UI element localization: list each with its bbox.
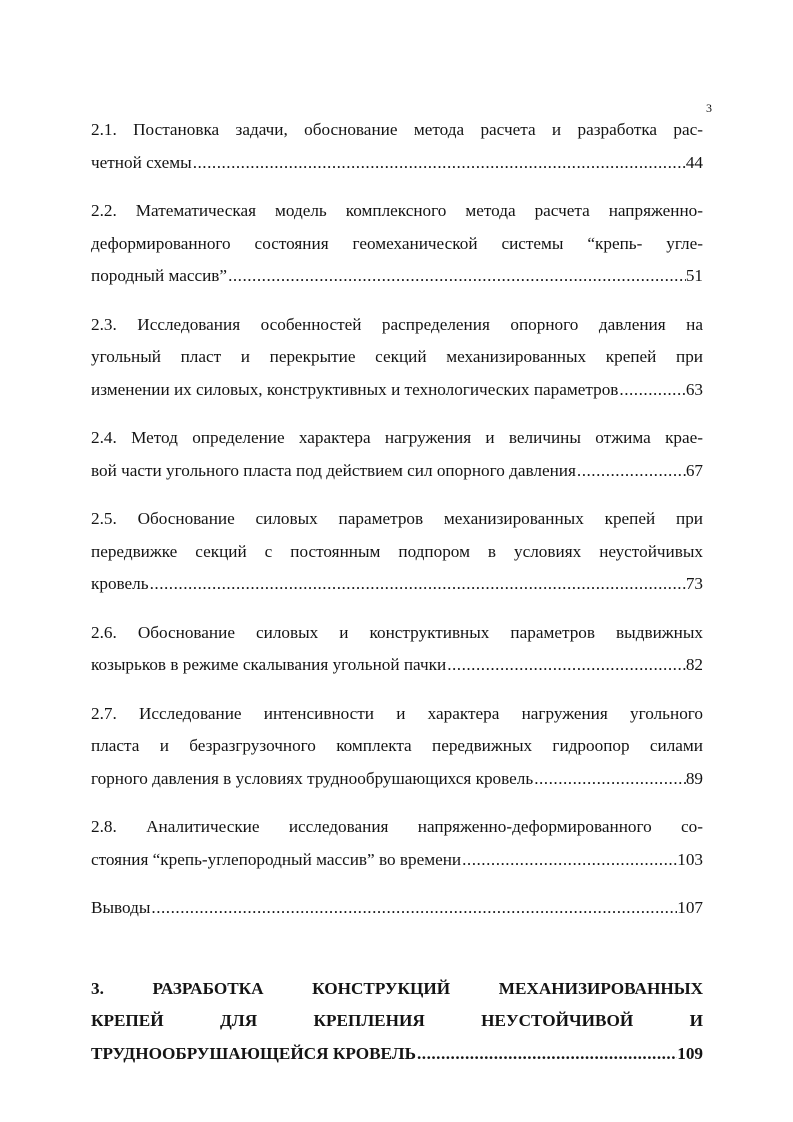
toc-last-line — [91, 892, 703, 925]
toc-page-number: 51 — [685, 266, 703, 285]
toc-page-number: 67 — [685, 460, 703, 480]
chapter-last-line — [91, 1038, 703, 1071]
toc-chapter-3 — [91, 973, 703, 1071]
toc-last-line — [91, 374, 703, 407]
toc-line: 2.8. Аналитические исследования напряженно-деформированного со- — [91, 817, 703, 836]
dot-leader — [227, 260, 686, 293]
toc-title-end: четной схемы — [91, 152, 192, 172]
toc-title-end: козырьков в режиме скалывания угольной пачки — [91, 655, 447, 674]
toc-title-end: вой части угольного пласта под действием сил опорного давления — [91, 460, 576, 480]
toc-last-line — [91, 763, 703, 796]
toc-title-end: изменении их силовых, конструктивных и технологических параметров — [91, 379, 619, 399]
dot-leader — [446, 649, 686, 682]
toc-line: 2.1. Постановка задачи, обоснование метода расчета и разработка рас- — [91, 120, 703, 139]
toc-last-line — [91, 147, 703, 180]
toc-line: угольный пласт и перекрытие секций механизированных крепей при — [91, 347, 703, 366]
toc-entry-2-7 — [91, 698, 703, 796]
toc-line: 2.6. Обоснование силовых и конструктивных параметров выдвижных — [91, 622, 703, 642]
toc-entry-2-8 — [91, 811, 703, 876]
dot-leader — [461, 844, 677, 877]
toc-entry-conclusions — [91, 892, 703, 925]
chapter-page-number: 109 — [677, 1043, 703, 1063]
toc-line: 2.3. Исследования особенностей распределения опорного давления на — [91, 314, 703, 334]
toc-title-end: стояния “крепь-углепородный массив” во времени — [91, 849, 462, 869]
toc-line: передвижке секций с постоянным подпором в условиях неустойчивых — [91, 541, 703, 561]
toc-entry-2-3 — [91, 309, 703, 407]
dot-leader — [533, 763, 686, 796]
toc-line: 2.2. Математическая модель комплексного метода расчета напряженно- — [91, 201, 703, 220]
toc-page-number: 44 — [685, 152, 703, 172]
toc-line: деформированного состояния геомеханической системы “крепь- угле- — [91, 233, 703, 253]
toc-title-end: горного давления в условиях труднообрушающихся кровель — [91, 768, 534, 788]
toc-page-number: 107 — [677, 898, 703, 917]
toc-page-number: 82 — [685, 655, 703, 674]
dot-leader — [416, 1038, 677, 1071]
toc-line: 2.5. Обоснование силовых параметров механизированных крепей при — [91, 509, 703, 528]
toc-entry-2-1 — [91, 114, 703, 179]
toc-entry-2-2 — [91, 195, 703, 293]
dot-leader — [149, 568, 686, 601]
toc-last-line — [91, 568, 703, 601]
toc-line: пласта и безразгрузочного комплекта передвижных гидроопор силами — [91, 736, 703, 755]
toc-title-end: Выводы — [91, 898, 151, 917]
toc-title-end: породный массив” — [91, 266, 228, 285]
toc-last-line — [91, 455, 703, 488]
dot-leader — [150, 892, 677, 925]
dot-leader — [618, 374, 685, 407]
page-number: 3 — [706, 101, 712, 115]
table-of-contents — [91, 114, 703, 1070]
chapter-line: КРЕПЕЙ ДЛЯ КРЕПЛЕНИЯ НЕУСТОЙЧИВОЙ И — [91, 1011, 703, 1030]
chapter-title-end: ТРУДНООБРУШАЮЩЕЙСЯ КРОВЕЛЬ — [91, 1043, 416, 1063]
chapter-line: 3. РАЗРАБОТКА КОНСТРУКЦИЙ МЕХАНИЗИРОВАННЫХ — [91, 978, 703, 998]
toc-page-number: 89 — [685, 768, 703, 788]
toc-entry-2-6 — [91, 617, 703, 682]
dot-leader — [192, 147, 686, 180]
toc-page-number: 73 — [685, 574, 703, 593]
toc-last-line — [91, 260, 703, 293]
toc-entry-2-4 — [91, 422, 703, 487]
toc-entry-2-5 — [91, 503, 703, 601]
toc-last-line — [91, 844, 703, 877]
toc-last-line — [91, 649, 703, 682]
toc-page-number: 103 — [677, 849, 703, 869]
toc-page-number: 63 — [685, 379, 703, 399]
toc-line: 2.7. Исследование интенсивности и характера нагружения угольного — [91, 703, 703, 723]
toc-line: 2.4. Метод определение характера нагружения и величины отжима крае- — [91, 428, 703, 447]
toc-title-end: кровель — [91, 574, 149, 593]
dot-leader — [576, 455, 686, 488]
